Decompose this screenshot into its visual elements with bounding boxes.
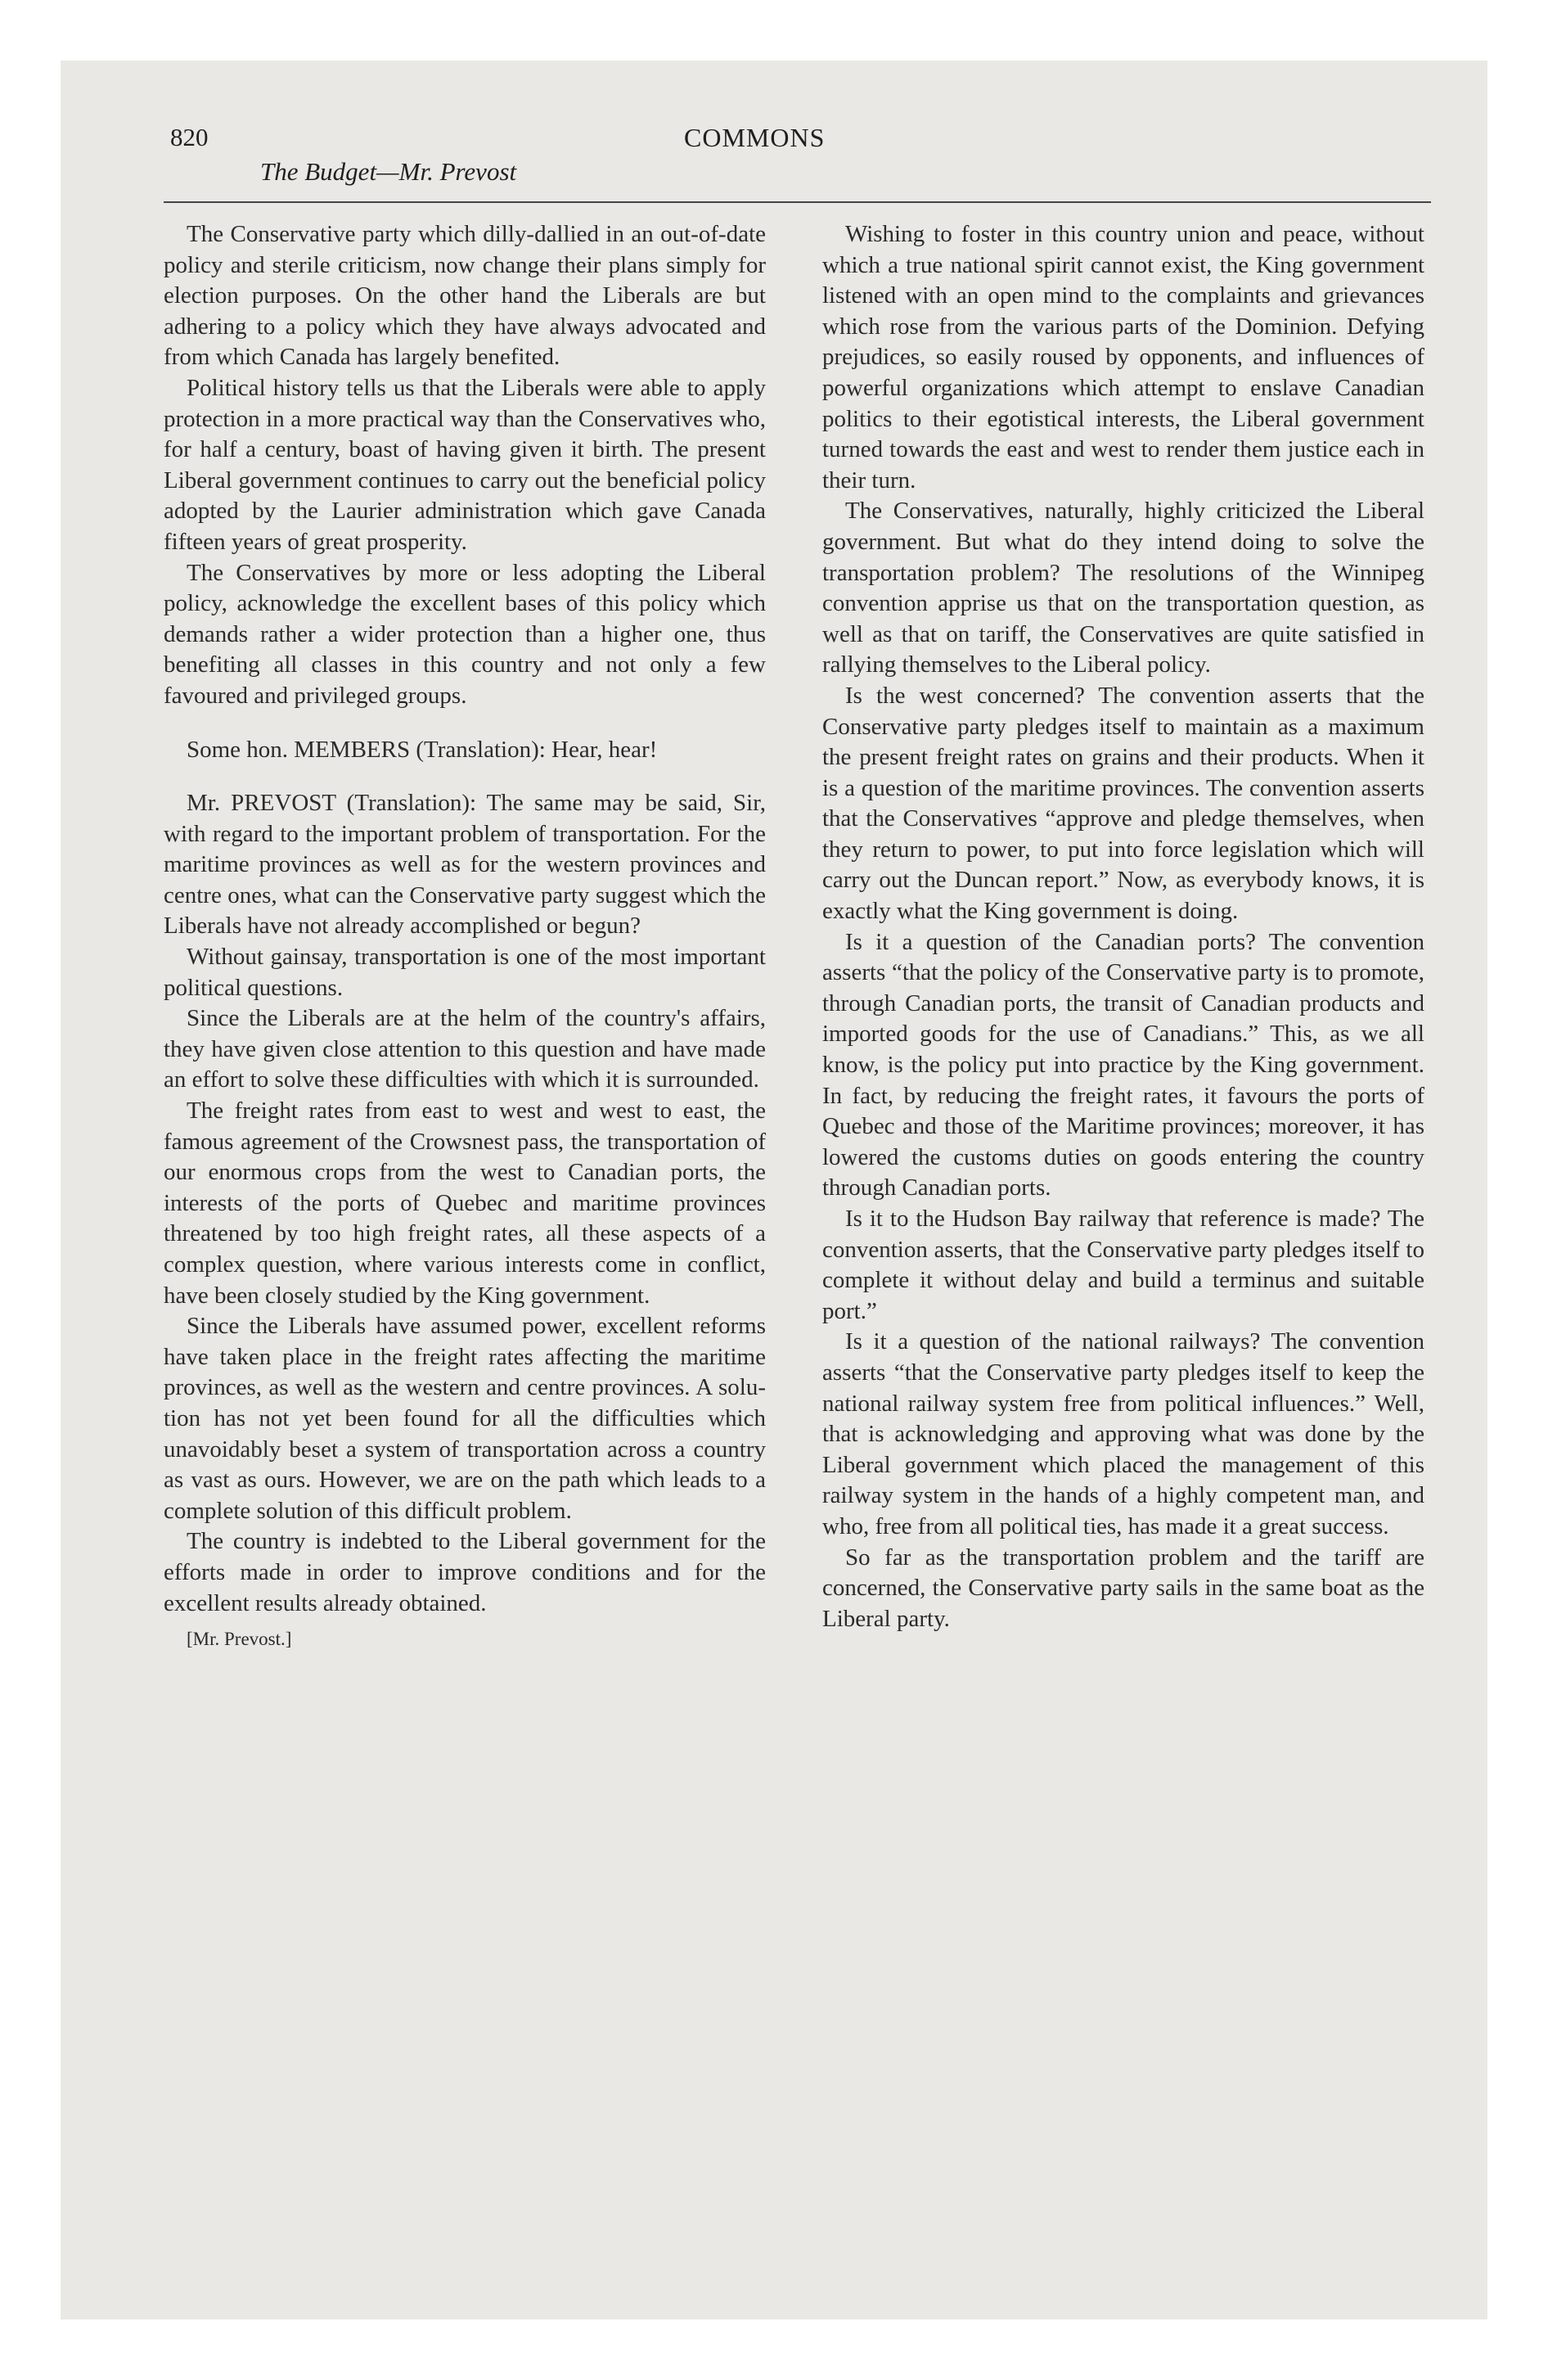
speaker-paragraph: Mr. PREVOST (Translation): The same may be said, Sir, with regard to the important problem of transportation. For the maritime provinces as well as for the western provinces and centre ones, what can the Conservative party suggest which the Liberals have not already accomplished or begun? [164,790,766,940]
page-number: 820 [170,123,209,151]
paragraph: Is the west concerned? The convention asserts that the Conservative party pledges itself to maintain as a maximum the present freight rates on grains and their products. When it is a question of the maritime provinces. The convention asserts that the Conservatives “approve and pledge themselves, when they return to power, to put into force legislation which will carry out the Duncan report.” Now, as everybody knows, it is exactly what the King government is doing. [822,682,1424,925]
paragraph: Is it a question of the Canadian ports? The convention asserts “that the policy of the Conservative party is to promote, through Canadian ports, the transit of Canadian products and imported goods for the use of Canadians.” This, as we all know, is the policy put into practice by the King government. In fact, by reducing the freight rates, it favours the ports of Quebec and those of the Maritime provinces; moreover, it has lowered the customs duties on goods entering the country through Canadian ports. [822,928,1424,1201]
speaker-attribution: [Mr. Prevost.] [187,1629,292,1650]
paragraph: The country is indebted to the Liberal government for the efforts made in order to improve conditions and for the excellent results already obtained. [164,1528,766,1616]
paragraph: So far as the transportation problem and the tariff are concerned, the Conservative party sails in the same boat as the Liberal party. [822,1544,1424,1632]
running-head: The Budget—Mr. Prevost [260,157,517,186]
interjection: Some hon. MEMBERS (Translation): Hear, hear! [187,736,658,763]
paragraph: Since the Liberals have assumed power, excellent reforms have taken place in the freight rates affecting the maritime provinces, as well as the western and centre provinces. A solution has not yet been found for all the difficulties which unavoidably beset a system of transportation across a country as vast as ours. However, we are on the path which leads to a complete solution of this difficult problem. [164,1313,766,1524]
paragraph: The Conservatives by more or less adopting the Liberal policy, acknowledge the excellent bases of this policy which demands rather a wider protection than a higher one, thus benefiting all classes in this country and not only a few favoured and privileged groups. [164,559,766,709]
paragraph: Is it to the Hudson Bay railway that reference is made? The convention asserts, that the Conservative party pledges itself to complete it without delay and build a terminus and suitable port.” [822,1206,1424,1324]
right-column [822,219,1424,1634]
paragraph: Without gainsay, transportation is one of the most important political questions. [164,944,766,1001]
paragraph: Is it a question of the national railways? The convention asserts “that the Conservative party pledges itself to keep the national railway system free from political influences.” Well, that is acknowledging and approving what was done by the Liberal government which placed the management of this railway system in the hands of a highly competent man, and who, free from all political ties, has made it a great success. [822,1328,1424,1539]
journal-title: COMMONS [684,123,826,152]
page-header [170,123,1430,196]
paragraph: Wishing to foster in this country union and peace, without which a true national spirit cannot exist, the King government listened with an open mind to the complaints and grievances which rose from the various parts of the Dominion. Defying prejudices, so easily roused by opponents, and influences of powerful organizations which attempt to enslave Canadian politics to their egotistical interests, the Liberal government turned towards the east and west to render them justice each in their turn. [822,221,1424,494]
paragraph: The freight rates from east to west and west to east, the famous agreement of the Crowsnest pass, the transportation of our enormous crops from the west to Canadian ports, the interests of the ports of Quebec and maritime provinces threatened by too high freight rates, all these aspects of a complex question, where various interests come in conflict, have been closely studied by the King government. [164,1098,766,1309]
paragraph: Political history tells us that the Liberals were able to apply protection in a more practical way than the Conservatives who, for half a century, boast of having given it birth. The present Liberal government continues to carry out the beneficial policy adopted by the Laurier administration which gave Canada fifteen years of great prosperity. [164,374,766,555]
paragraph: Since the Liberals are at the helm of the country's affairs, they have given close attention to this question and have made an effort to solve these difficulties with which it is surrounded. [164,1005,766,1093]
paragraph: The Conservative party which dilly-dallied in an out-of-date policy and sterile criticism, now change their plans simply for election purposes. On the other hand the Liberals are but adhering to a policy which they have always advocated and from which Canada has largely benefited. [164,221,766,371]
header-rule [164,201,1431,203]
left-column [164,219,766,1652]
paragraph: The Conservatives, naturally, highly criticized the Liberal government. But what do they intend doing to solve the transportation problem? The resolutions of the Winnipeg convention apprise us that on the transportation question, as well as that on tariff, the Conservatives are quite satisfied in rallying themselves to the Liberal policy. [822,498,1424,678]
